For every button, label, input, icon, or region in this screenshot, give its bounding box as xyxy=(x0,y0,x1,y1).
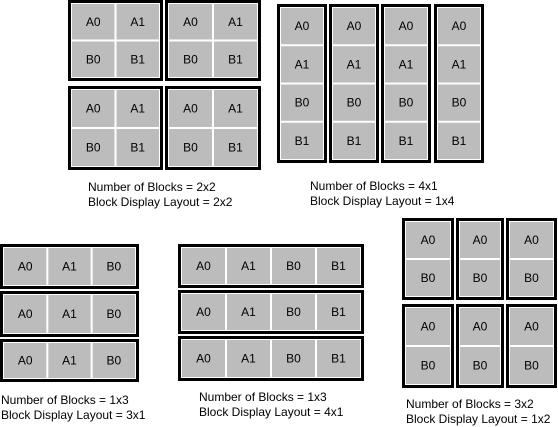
caption-line-layout: Block Display Layout = 2x2 xyxy=(88,195,233,209)
cell-label-a0: A0 xyxy=(17,259,33,274)
caption-line-blocks: Number of Blocks = 3x2 xyxy=(406,397,534,411)
caption-4x1-layout-1x4 xyxy=(310,179,454,209)
block xyxy=(458,220,503,299)
cell-label-a1: A1 xyxy=(346,57,362,72)
cell-label-b1: B1 xyxy=(451,133,467,148)
cell-label-b1: B1 xyxy=(331,305,346,319)
block xyxy=(2,293,138,336)
cell-label-b1: B1 xyxy=(228,140,243,155)
block xyxy=(2,341,138,381)
caption-line-blocks: Number of Blocks = 4x1 xyxy=(310,179,438,193)
cell-label-a0: A0 xyxy=(472,233,488,247)
block xyxy=(331,6,378,162)
cell-label-a0: A0 xyxy=(17,353,33,368)
cell-label-b1: B1 xyxy=(130,52,146,67)
cell-label-b1: B1 xyxy=(331,351,346,366)
cell-label-a0: A0 xyxy=(196,351,211,366)
cell-label-b0: B0 xyxy=(524,358,539,373)
block xyxy=(404,306,453,387)
block xyxy=(508,306,556,387)
caption-3x2-layout-1x2 xyxy=(406,397,550,427)
block xyxy=(436,6,483,162)
cell-label-a0: A0 xyxy=(346,19,362,34)
cell-label-b0: B0 xyxy=(85,52,101,67)
cell-label-a0: A0 xyxy=(472,319,488,334)
cell-label-b0: B0 xyxy=(420,271,436,285)
block xyxy=(167,2,260,80)
cell-label-b0: B0 xyxy=(183,140,198,155)
cell-label-a0: A0 xyxy=(294,19,310,34)
cell-label-a0: A0 xyxy=(85,101,101,116)
cell-label-a1: A1 xyxy=(294,57,310,72)
cell-label-a1: A1 xyxy=(228,101,243,116)
cell-label-b0: B0 xyxy=(106,353,122,368)
cell-label-a0: A0 xyxy=(85,14,101,29)
cell-label-b1: B1 xyxy=(331,259,346,273)
caption-line-layout: Block Display Layout = 4x1 xyxy=(199,405,344,419)
cell-label-a0: A0 xyxy=(196,305,211,319)
cell-label-a1: A1 xyxy=(241,259,256,273)
cell-label-a1: A1 xyxy=(451,57,467,72)
block xyxy=(2,246,138,288)
cell-label-b0: B0 xyxy=(294,95,310,110)
cell-label-a1: A1 xyxy=(228,14,243,29)
cell-label-a1: A1 xyxy=(130,101,146,116)
diagram-config-3x2-layout-1x2 xyxy=(404,220,556,387)
diagram-config-2x2-layout-2x2 xyxy=(70,2,260,169)
caption-line-blocks: Number of Blocks = 1x3 xyxy=(199,390,327,404)
cell-label-a1: A1 xyxy=(241,351,256,366)
cell-label-a0: A0 xyxy=(17,307,33,321)
block xyxy=(180,292,363,333)
cell-label-b0: B0 xyxy=(524,271,539,285)
cell-label-a1: A1 xyxy=(62,353,77,368)
cell-label-a1: A1 xyxy=(62,259,77,274)
block xyxy=(279,6,326,162)
caption-1x3-layout-3x1 xyxy=(1,393,145,423)
diagram-config-4x1-layout-1x4 xyxy=(279,6,483,162)
caption-line-layout: Block Display Layout = 3x1 xyxy=(1,408,146,422)
caption-line-layout: Block Display Layout = 1x2 xyxy=(406,412,551,426)
caption-line-blocks: Number of Blocks = 1x3 xyxy=(1,393,129,407)
block xyxy=(180,246,363,287)
cell-label-b0: B0 xyxy=(85,140,101,155)
block xyxy=(508,220,556,299)
cell-label-b0: B0 xyxy=(346,95,362,110)
block xyxy=(167,88,260,169)
caption-line-blocks: Number of Blocks = 2x2 xyxy=(88,180,216,194)
block xyxy=(458,306,503,387)
caption-2x2-layout-2x2 xyxy=(88,180,232,210)
block xyxy=(70,88,162,169)
cell-label-a0: A0 xyxy=(420,319,436,334)
cell-label-b0: B0 xyxy=(451,95,467,110)
cell-label-a1: A1 xyxy=(398,57,414,72)
cell-label-a0: A0 xyxy=(524,319,539,334)
cell-label-b0: B0 xyxy=(106,307,122,321)
cell-label-b0: B0 xyxy=(286,351,301,366)
cell-label-a0: A0 xyxy=(183,14,198,29)
cell-label-b1: B1 xyxy=(294,133,310,148)
cell-label-b1: B1 xyxy=(130,140,146,155)
cell-label-b0: B0 xyxy=(472,271,488,285)
diagram-config-1x3-layout-4x1 xyxy=(180,246,363,380)
caption-line-layout: Block Display Layout = 1x4 xyxy=(310,194,455,208)
cell-label-b0: B0 xyxy=(398,95,414,110)
block xyxy=(404,220,453,299)
cell-label-b0: B0 xyxy=(420,358,436,373)
cell-label-b0: B0 xyxy=(106,259,122,274)
cell-label-b0: B0 xyxy=(286,305,301,319)
cell-label-b0: B0 xyxy=(183,52,198,67)
cell-label-a0: A0 xyxy=(196,259,211,273)
block xyxy=(70,2,162,80)
cell-label-b1: B1 xyxy=(346,133,362,148)
cell-label-a0: A0 xyxy=(524,233,539,247)
cell-label-b0: B0 xyxy=(472,358,488,373)
cell-label-b0: B0 xyxy=(286,259,301,273)
cell-label-a0: A0 xyxy=(398,19,414,34)
cell-label-a1: A1 xyxy=(130,14,146,29)
cell-label-a1: A1 xyxy=(62,307,77,321)
blocks-layer xyxy=(2,2,556,387)
cell-label-a1: A1 xyxy=(241,305,256,319)
cell-label-a0: A0 xyxy=(183,101,198,116)
cell-label-b1: B1 xyxy=(398,133,414,148)
cell-label-a0: A0 xyxy=(420,233,436,247)
diagram-config-1x3-layout-3x1 xyxy=(2,246,138,381)
block xyxy=(383,6,430,162)
block xyxy=(180,338,363,380)
cell-label-b1: B1 xyxy=(228,52,243,67)
cell-label-a0: A0 xyxy=(451,19,467,34)
caption-1x3-layout-4x1 xyxy=(199,390,343,420)
